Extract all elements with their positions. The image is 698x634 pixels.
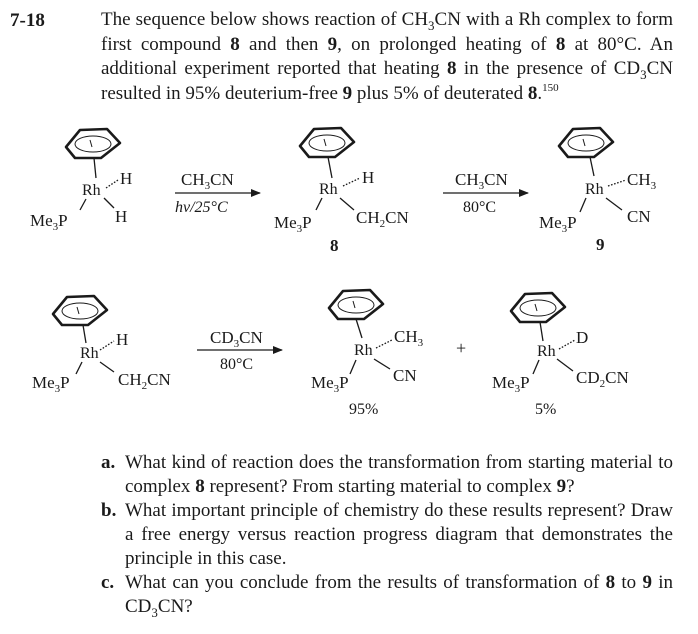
rh-atom: Rh <box>585 181 604 198</box>
h-atom: H <box>362 168 375 187</box>
compound-ref: 8 <box>447 58 457 79</box>
compound-ref: 9 <box>342 82 353 104</box>
me3p-ligand: $Me_3P$ <box>311 373 349 395</box>
complex-8 <box>274 128 409 255</box>
compound-ref: 9 <box>556 476 567 497</box>
question-b <box>101 499 673 571</box>
reference-superscript: 150 <box>542 81 559 94</box>
compound-label-8: 8 <box>330 236 339 255</box>
intro-text: The sequence below shows reaction of CH <box>101 9 429 30</box>
intro-text: in the presence of CD <box>456 58 641 79</box>
reagent-ch3cn: $CH_3CN$ <box>455 170 508 192</box>
question-label: a. <box>101 452 116 473</box>
cyclopentadienyl-ring <box>329 290 383 319</box>
intro-text: plus 5% of deuterated <box>352 82 528 104</box>
hashed-bond <box>559 340 575 349</box>
rh-atom: Rh <box>354 342 373 359</box>
question-label: b. <box>101 500 117 521</box>
cyclopentadienyl-ring <box>66 129 120 158</box>
complex-8-row2 <box>32 296 171 395</box>
compound-label-9: 9 <box>596 235 605 254</box>
arrow-deuterium <box>197 328 282 373</box>
hashed-bond <box>343 178 360 186</box>
hashed-bond <box>100 341 114 350</box>
rh-atom: Rh <box>80 345 99 362</box>
reagent-ch3cn: $CH_3CN$ <box>181 170 234 192</box>
hashed-bond <box>106 180 118 188</box>
reagent-cd3cn: $CD_3CN$ <box>210 328 263 350</box>
ch2cn-ligand: $CH_2CN$ <box>356 208 409 230</box>
ch3-ligand: $CH_3$ <box>394 327 424 349</box>
condition-hv: hv/25°C <box>175 199 228 216</box>
rh-atom: Rh <box>319 181 338 198</box>
h-atom: H <box>120 169 133 188</box>
d-atom: D <box>576 328 589 347</box>
condition-80c: 80°C <box>463 199 497 216</box>
intro-text: CN with a Rh complex to form first compound <box>101 9 673 55</box>
intro-subscript: 3 <box>428 17 435 33</box>
question-text: CN? <box>157 596 193 617</box>
deuterated-complex-8 <box>492 293 629 418</box>
rh-atom: Rh <box>537 343 556 360</box>
problem-number: 7-18 <box>10 10 45 31</box>
question-c <box>101 571 673 619</box>
me3p-ligand: $Me_3P$ <box>492 373 530 395</box>
compound-ref: 8 <box>230 33 240 55</box>
intro-text: CN resulted in 95% deuterium-free <box>101 58 673 104</box>
question-text: ? <box>566 476 575 497</box>
question-text: in CD <box>125 572 674 617</box>
cyclopentadienyl-ring <box>511 293 565 322</box>
complex-9 <box>539 128 657 254</box>
h-atom: H <box>115 207 128 226</box>
arrow-thermal <box>443 170 528 216</box>
question-a <box>101 451 673 499</box>
question-label: c. <box>101 572 115 593</box>
yield-5: 5% <box>535 401 557 418</box>
starting-complex-row1 <box>30 129 132 233</box>
compound-ref: 8 <box>555 33 566 55</box>
cyclopentadienyl-ring <box>559 128 613 157</box>
yield-95: 95% <box>349 401 379 418</box>
intro-text: and then <box>239 33 328 55</box>
cn-ligand: CN <box>393 366 417 385</box>
plus-sign: + <box>456 338 467 358</box>
me3p-ligand: $Me_3P$ <box>274 213 312 235</box>
ch3-ligand: $CH_3$ <box>627 170 657 192</box>
cyclopentadienyl-ring <box>300 128 354 157</box>
condition-80c: 80°C <box>220 356 254 373</box>
arrow-photolysis <box>175 170 260 216</box>
question-subscript: 3 <box>151 604 158 620</box>
me3p-ligand: $Me_3P$ <box>539 213 577 235</box>
cn-ligand: CN <box>627 207 651 226</box>
cyclopentadienyl-ring <box>53 296 107 325</box>
question-text: to <box>615 572 643 593</box>
question-text: What kind of reaction does the transformation from starting material to complex <box>125 452 673 497</box>
me3p-ligand: $Me_3P$ <box>30 211 68 233</box>
rh-atom: Rh <box>82 182 101 199</box>
compound-ref: 8 <box>605 572 616 593</box>
hashed-bond <box>608 180 626 186</box>
me3p-ligand: $Me_3P$ <box>32 373 70 395</box>
question-text: What important principle of chemistry do these results represent? Draw a free energy versus reaction progress diagram that demonstrates the principle in this case. <box>125 500 673 569</box>
question-list <box>101 451 673 619</box>
compound-ref: 9 <box>642 572 652 593</box>
cd2cn-ligand: $CD_2CN$ <box>576 368 629 390</box>
ch2cn-ligand: $CH_2CN$ <box>118 370 171 392</box>
intro-text: at 80°C. An additional experiment reported that heating <box>101 33 673 79</box>
compound-ref: 8 <box>527 82 538 104</box>
hashed-bond <box>376 340 392 348</box>
intro-text: . <box>537 82 543 104</box>
question-text: represent? From starting material to complex <box>204 476 557 497</box>
compound-ref: 9 <box>327 33 338 55</box>
h-atom: H <box>116 330 129 349</box>
product-9 <box>311 290 424 418</box>
question-text: What can you conclude from the results of transformation of <box>125 572 606 593</box>
compound-ref: 8 <box>195 476 205 497</box>
intro-text: , on prolonged heating of <box>337 33 556 55</box>
intro-subscript: 3 <box>640 66 647 82</box>
